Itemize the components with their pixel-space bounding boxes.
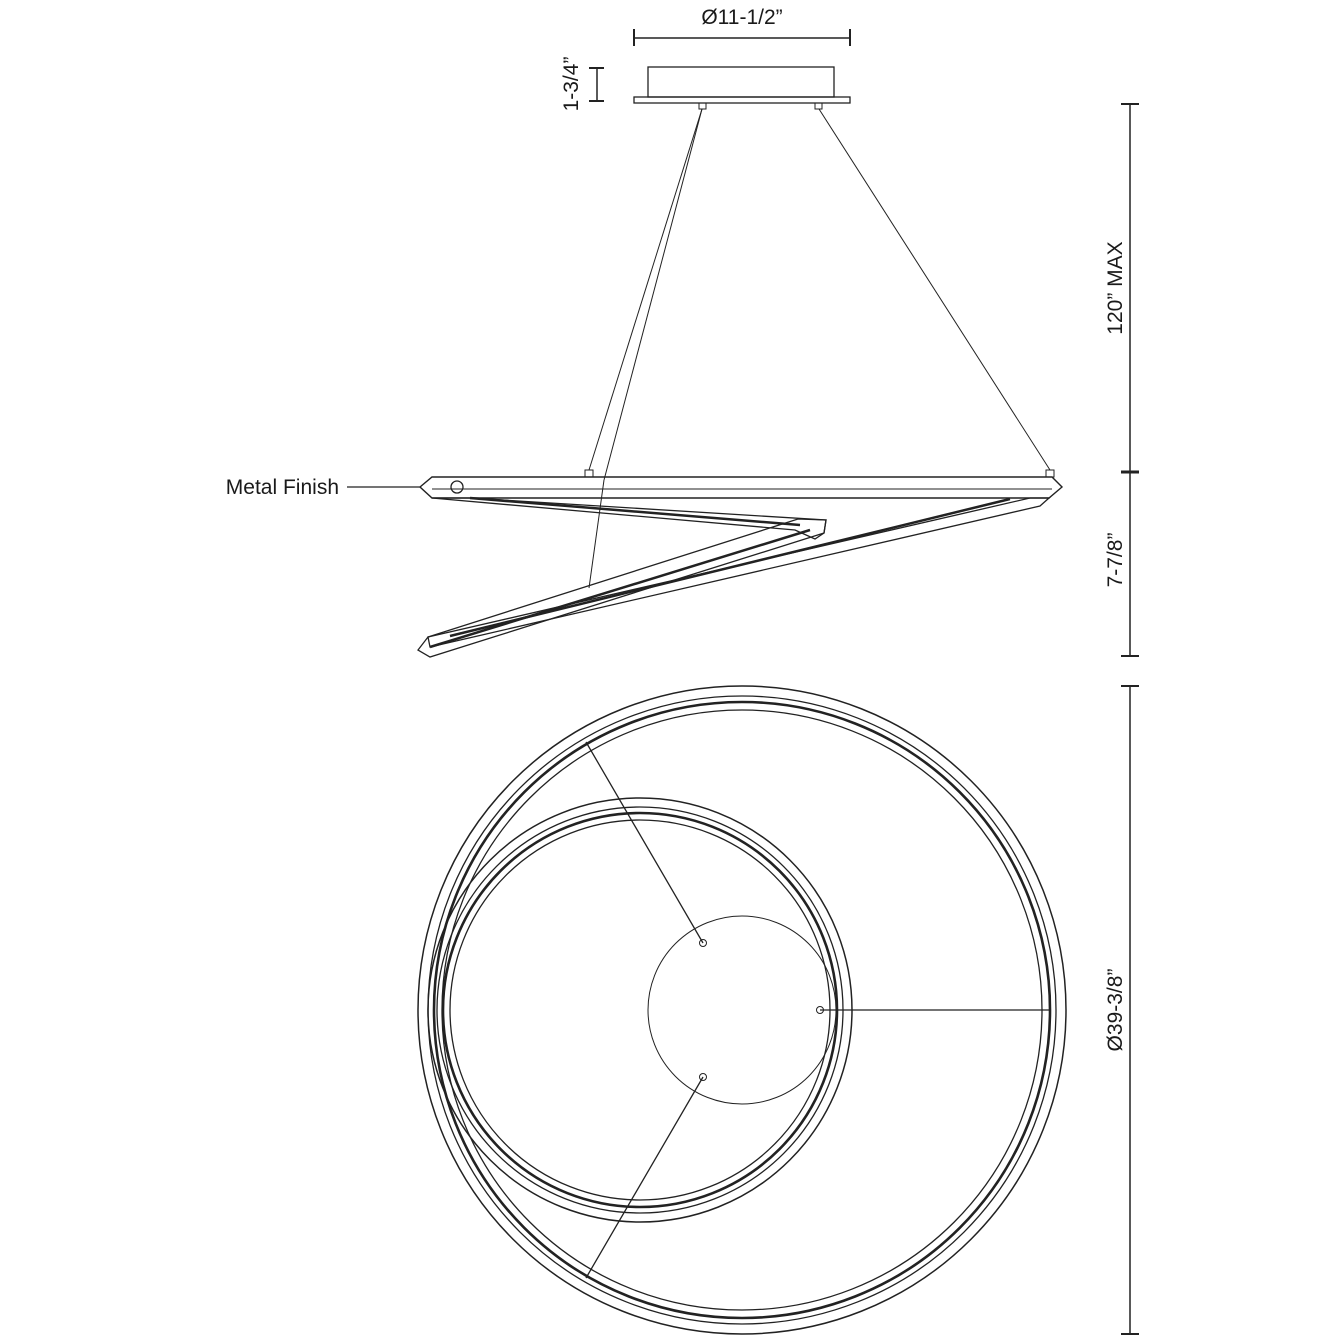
suspension-cables — [585, 109, 1054, 588]
finish-callout — [226, 476, 420, 499]
canopy — [634, 67, 850, 109]
fixture-elevation — [418, 477, 1062, 657]
fixture-height-label: 7-7/8” — [1104, 532, 1127, 588]
fixture-diameter-dimension — [1104, 686, 1139, 1334]
overall-height-label: 120” MAX — [1104, 241, 1127, 335]
canopy-height-dimension — [560, 57, 604, 112]
canopy-diameter-label: Ø11-1/2” — [701, 6, 783, 29]
canopy-diameter-dimension — [634, 6, 850, 46]
fixture-diameter-label: Ø39-3/8” — [1104, 968, 1127, 1052]
finish-callout-label: Metal Finish — [225, 476, 339, 499]
fixture-height-dimension — [1104, 472, 1139, 656]
canopy-height-label: 1-3/4” — [560, 56, 583, 112]
fixture-plan-view — [418, 686, 1066, 1334]
overall-height-dimension — [1104, 104, 1139, 472]
